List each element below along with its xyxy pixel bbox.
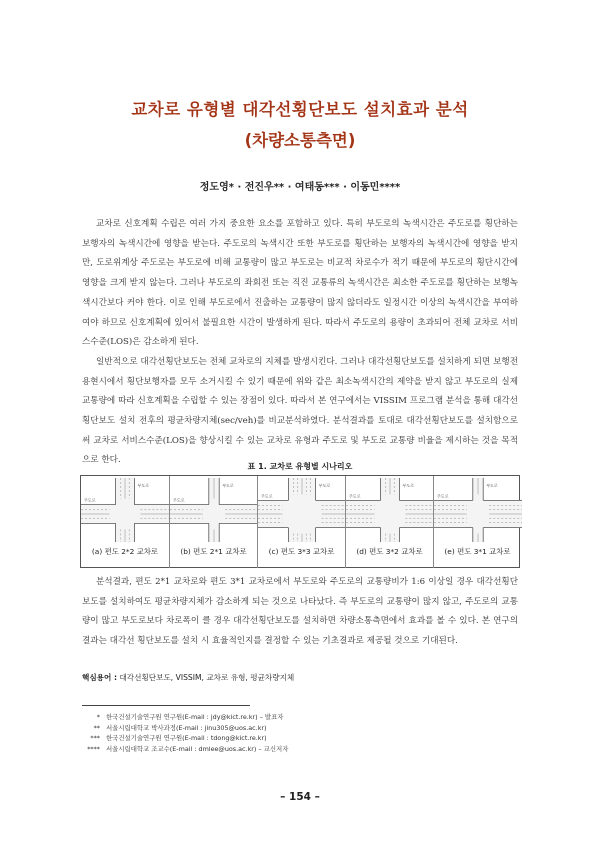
scenario-label: (b) 편도 2*1 교차로 xyxy=(180,547,247,556)
scenario-cell xyxy=(433,476,521,568)
footnote-mark: * xyxy=(96,713,100,721)
abstract-paragraph-1: 교차로 신호계획 수립은 여러 가지 중요한 요소를 포함하고 있다. 특히 부도로의 녹색시간은 주도로를 횡단하는 보행자의 녹색시간에 영향을 받는다. 주도로의 녹색시간 또한 부도로를 횡단하는 보행자의 녹색시간에 영향을 받지만, 도로위계상 주도로는 부도로에 비해 교통량이 많고 부도로는 비교적 차로수가 적기 때문에 부도로의 횡단시간에 영향을 크게 받지 않는다. 그러나 부도로의 좌회전 또는 직진 교통류의 녹색시간은 최소한 주도로를 횡단하는 보행녹색시간보다 커야 한다. 이로 인해 부도로에서 진출하는 교통량이 많지 않더라도 일정시간 이상의 녹색시간을 부여하여야 하므로 신호계획에 있어서 불필요한 시간이 발생하게 된다. 따라서 주도로의 용량이 초과되어 전체 교차로 서비스수준(LOS)은 감소하게 된다. xyxy=(82,219,518,348)
keywords-list: 대각선횡단보도, VISSIM, 교차로 유형, 평균차량지체 xyxy=(119,673,295,682)
scenario-cell xyxy=(257,476,345,568)
minor-road-label: 부도로 xyxy=(318,483,331,488)
minor-road-label: 부도로 xyxy=(402,483,414,488)
footnote xyxy=(82,712,288,723)
intersection-diagram xyxy=(258,478,346,542)
main-road-label: 주도로 xyxy=(173,497,185,503)
keywords xyxy=(82,672,294,683)
table-caption: 표 1. 교차로 유형별 시나리오 xyxy=(247,462,353,471)
paper-subtitle: (차량소통측면) xyxy=(244,131,356,150)
scenario-label: (a) 편도 2*2 교차로 xyxy=(91,547,159,556)
paper-title: 교차로 유형별 대각선횡단보도 설치효과 분석 xyxy=(131,100,469,119)
main-road-label: 주도로 xyxy=(84,497,96,503)
minor-road-label: 부도로 xyxy=(137,483,149,488)
minor-road-label: 부도로 xyxy=(222,483,234,488)
intersection-diagram xyxy=(81,478,169,542)
intersection-diagram xyxy=(170,478,258,542)
main-road-label: 주도로 xyxy=(437,493,449,499)
footnote-mark: **** xyxy=(87,744,100,753)
footnote-mark: *** xyxy=(90,734,100,743)
footnote-text: 한국건설기술연구원 연구원(E-mail : jdy@kict.re.kr) – 발표자 xyxy=(106,713,284,721)
scenario-cell xyxy=(81,476,169,568)
scenario-label: (e) 편도 3*1 교차로 xyxy=(444,547,511,556)
footnote-text: 서울시립대학교 조교수(E-mail : dmlee@uos.ac.kr) – 교신저자 xyxy=(106,744,289,753)
footnote-text: 서울시립대학교 박사과정(E-mail : jinu305@uos.ac.kr) xyxy=(106,723,267,732)
footnote xyxy=(82,733,288,744)
scenario-cell xyxy=(345,476,433,568)
abstract-paragraph-2: 일반적으로 대각선횡단보도는 전체 교차로의 지체를 발생시킨다. 그러나 대각선횡단보도를 설치하게 되면 보행전용현시에서 횡단보행자를 모두 소거시킬 수 있기 때문에 위와 같은 최소녹색시간의 제약을 받지 않고 부도로의 실제 교통량에 따라 신호계획을 수립할 수 있는 장점이 있다. 따라서 본 연구에서는 VISSIM 프로그램 분석을 통해 대각선횡단보도 설치 전후의 평균차량지체(sec/veh)를 비교분석하였다. 분석결과를 토대로 대각선횡단보도를 설치함으로써 교차로 서비스수준(LOS)을 향상시킬 수 있는 교차로 유형과 주도로 및 부도로 교통량 비율을 제시하는 것을 목적으로 한다. xyxy=(82,356,518,466)
intersection-diagram xyxy=(434,478,522,542)
abstract xyxy=(82,215,518,471)
page-number: – 154 – xyxy=(280,791,320,803)
footnotes xyxy=(82,712,288,754)
main-road-label: 주도로 xyxy=(349,493,361,499)
results-paragraph xyxy=(82,573,518,651)
results-text: 분석결과, 편도 2*1 교차로와 편도 3*1 교차로에서 부도로와 주도로의 교통량비가 1:6 이상일 경우 대각선횡단보도를 설치하여도 평균차량지체가 감소하게 되는 것으로 나타났다. 즉 부도로의 교통량이 많지 않고, 주도로의 교통량이 많고 부도로보다 차로폭이 클 경우 대각선횡단보도를 설치하면 차량소통측면에서 효과를 볼 수 있다. 본 연구의 결과는 대각선 횡단보도를 설치 시 효율적인지를 결정할 수 있는 기초결과로 제공될 것으로 기대된다. xyxy=(82,577,518,646)
keywords-label: 핵심용어 : xyxy=(82,673,118,682)
scenario-label: (c) 편도 3*3 교차로 xyxy=(268,547,335,556)
main-road-label: 주도로 xyxy=(261,493,273,499)
footnote-text: 한국건설기술연구원 연구원(E-mail : tdong@kict.re.kr) xyxy=(106,734,267,743)
author-line: 정도영* · 전진우** · 여태동*** · 이동민**** xyxy=(199,182,401,193)
scenario-cell xyxy=(169,476,257,568)
footnote xyxy=(82,744,288,755)
footnote-rule xyxy=(82,705,250,706)
scenario-table xyxy=(80,475,520,568)
footnote-mark: ** xyxy=(93,723,100,732)
intersection-diagram xyxy=(346,478,434,542)
footnote xyxy=(82,723,288,734)
minor-road-label: 부도로 xyxy=(486,483,498,488)
scenario-label: (d) 편도 3*2 교차로 xyxy=(356,547,423,556)
